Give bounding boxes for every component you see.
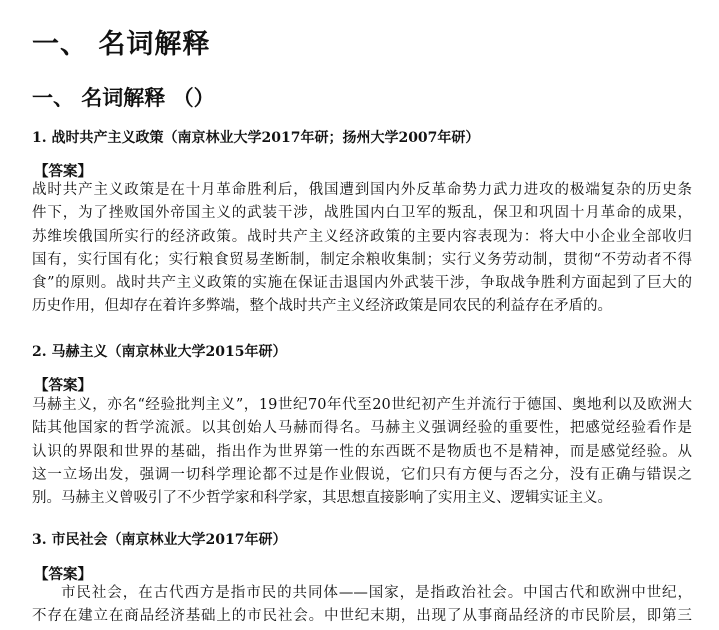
answer-line: 苏维埃俄国所实行的经济政策。战时共产主义经济政策的主要内容表现为：将大中小企业全部收归 — [32, 228, 692, 245]
answer-label-2: 【答案】 — [34, 377, 92, 394]
chapter-heading: 一、 名词解释 — [32, 29, 211, 60]
answer-line: 市民社会，在古代西方是指市民的共同体——国家，是指政治社会。中国古代和欧洲中世纪， — [61, 585, 692, 601]
question-title-2: 2. 马赫主义（南京林业大学2015年研） — [32, 344, 287, 360]
answer-line: 国有，实行国有化；实行粮食贸易垄断制，制定余粮收集制；实行义务劳动制，贯彻“不劳动者不得 — [32, 251, 692, 268]
section-heading: 一、 名词解释 （） — [32, 85, 215, 110]
answer-line: 陆其他国家的哲学流派。以其创始人马赫而得名。马赫主义强调经验的重要性，把感觉经验看作是 — [32, 420, 692, 437]
answer-label-1: 【答案】 — [34, 163, 92, 180]
answer-text-2 — [32, 394, 692, 510]
answer-line: 别。马赫主义曾吸引了不少哲学家和科学家，其思想直接影响了实用主义、逻辑实证主义。 — [32, 490, 612, 507]
answer-label-3: 【答案】 — [34, 566, 92, 583]
answer-line: 不存在建立在商品经济基础上的市民社会。中世纪末期，出现了从事商品经济的市民阶层，即第三 — [32, 608, 692, 625]
answer-text-1 — [32, 179, 692, 319]
question-title-1: 1. 战时共产主义政策（南京林业大学2017年研；扬州大学2007年研） — [32, 130, 480, 146]
answer-line: 这一立场出发，强调一切科学理论都不过是作业假说，它们只有方便与否之分，没有正确与错误之 — [32, 466, 692, 483]
answer-line: 马赫主义，亦名“经验批判主义”，19世纪70年代至20世纪初产生并流行于德国、奥地利以及欧洲大 — [32, 397, 692, 413]
answer-text-3 — [32, 582, 692, 629]
answer-line: 战时共产主义政策是在十月革命胜利后，俄国遭到国内外反革命势力武力进攻的极端复杂的历史条 — [32, 182, 692, 198]
answer-line: 认识的界限和世界的基础，指出作为世界第一性的东西既不是物质也不是精神，而是感觉经验。从 — [32, 443, 692, 460]
answer-line: 历史作用，但却存在着许多弊端，整个战时共产主义经济政策是同农民的利益存在矛盾的。 — [32, 298, 612, 315]
answer-line: 件下，为了挫败国外帝国主义的武装干涉，战胜国内白卫军的叛乱，保卫和巩固十月革命的成果， — [32, 205, 692, 222]
question-title-3: 3. 市民社会（南京林业大学2017年研） — [32, 532, 287, 548]
answer-line: 食”的原则。战时共产主义政策的实施在保证击退国内外武装干涉，争取战争胜利方面起到了巨大的 — [32, 275, 692, 292]
